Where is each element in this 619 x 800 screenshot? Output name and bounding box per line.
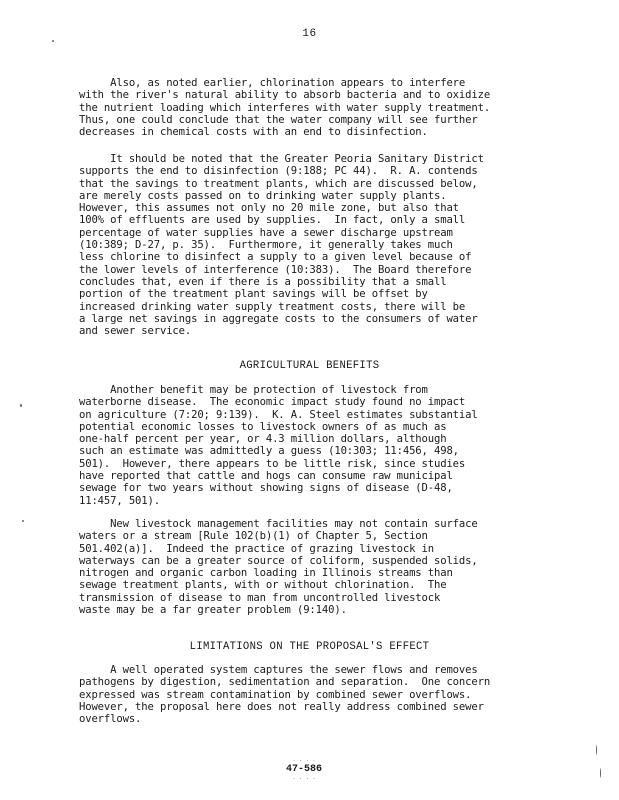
stamp-number: 47-586	[285, 764, 322, 775]
heading-limitations: LIMITATIONS ON THE PROPOSAL'S EFFECT	[189, 641, 430, 653]
scan-speck	[596, 745, 597, 755]
paragraph-sanitary-district: It should be noted that the Greater Peoria Sanitary District supports the end to disinfection (9:188; PC 44). R. A. contends that the savings to treatment plants, which are discussed below, are merely costs passed on to drinking water supply plants. However, this assumes not only no 20 mile zone, but also that 100% of effluents are used by supplies. In fact, only a small percentage of water supplies have a sewer discharge upstream (10:389; D-27, p. 35). Furthermore, it generally takes much less chlorine to disinfect a supply to a given level because of the lower levels of interference (10:383). The Board therefore concludes that, even if there is a possibility that a small portion of the treatment plant savings will be offset by increased drinking water supply treatment costs, there will be a large net savings in aggregate costs to the consumers of water and sewer service.	[79, 153, 484, 338]
paragraph-combined-sewer: A well operated system captures the sewer flows and removes pathogens by digestion, sedimentation and separation. One concern expressed was stream contamination by combined sewer overflows. However, the proposal here does not really address combined sewer overflows.	[79, 664, 491, 726]
scan-speck	[20, 404, 22, 407]
page-number: 16	[302, 28, 317, 40]
scan-speck	[22, 520, 24, 522]
scan-speck	[52, 40, 54, 42]
stamp-top-mark: · · · ·	[292, 757, 316, 764]
paragraph-chlorination-interference: Also, as noted earlier, chlorination appears to interfere with the river's natural ability to absorb bacteria and to oxidize the nutrient loading which interferes with water supply treatment. Thus, one could conclude that the water company will see further decreases in chemical costs with an end to disinfection.	[79, 77, 491, 139]
stamp-bottom-mark: · · · ·	[292, 775, 316, 782]
paragraph-livestock-management: New livestock management facilities may not contain surface waters or a stream [Rule 102(b)(1) of Chapter 5, Section 501.402(a)]. Indeed the practice of grazing livestock in waterways can be a greater source of coliform, suspended solids, nitrogen and organic carbon loading in Illinois streams than sewage treatment plants, with or without chlorination. The transmission of disease to man from uncontrolled livestock waste may be a far greater problem (9:140).	[79, 518, 478, 617]
scan-speck	[600, 768, 601, 778]
document-stamp	[280, 758, 328, 788]
paragraph-livestock-protection: Another benefit may be protection of livestock from waterborne disease. The economic impact study found no impact on agriculture (7:20; 9:139). K. A. Steel estimates substantial potential economic losses to livestock owners of as much as one-half percent per year, or 4.3 million dollars, although such an estimate was admittedly a guess (10:303; 11:456, 498, 501). However, there appears to be little risk, since studies have reported that cattle and hogs can consume raw municipal sewage for two years without showing signs of disease (D-48, 11:457, 501).	[79, 384, 478, 507]
heading-agricultural-benefits: AGRICULTURAL BENEFITS	[239, 360, 380, 372]
